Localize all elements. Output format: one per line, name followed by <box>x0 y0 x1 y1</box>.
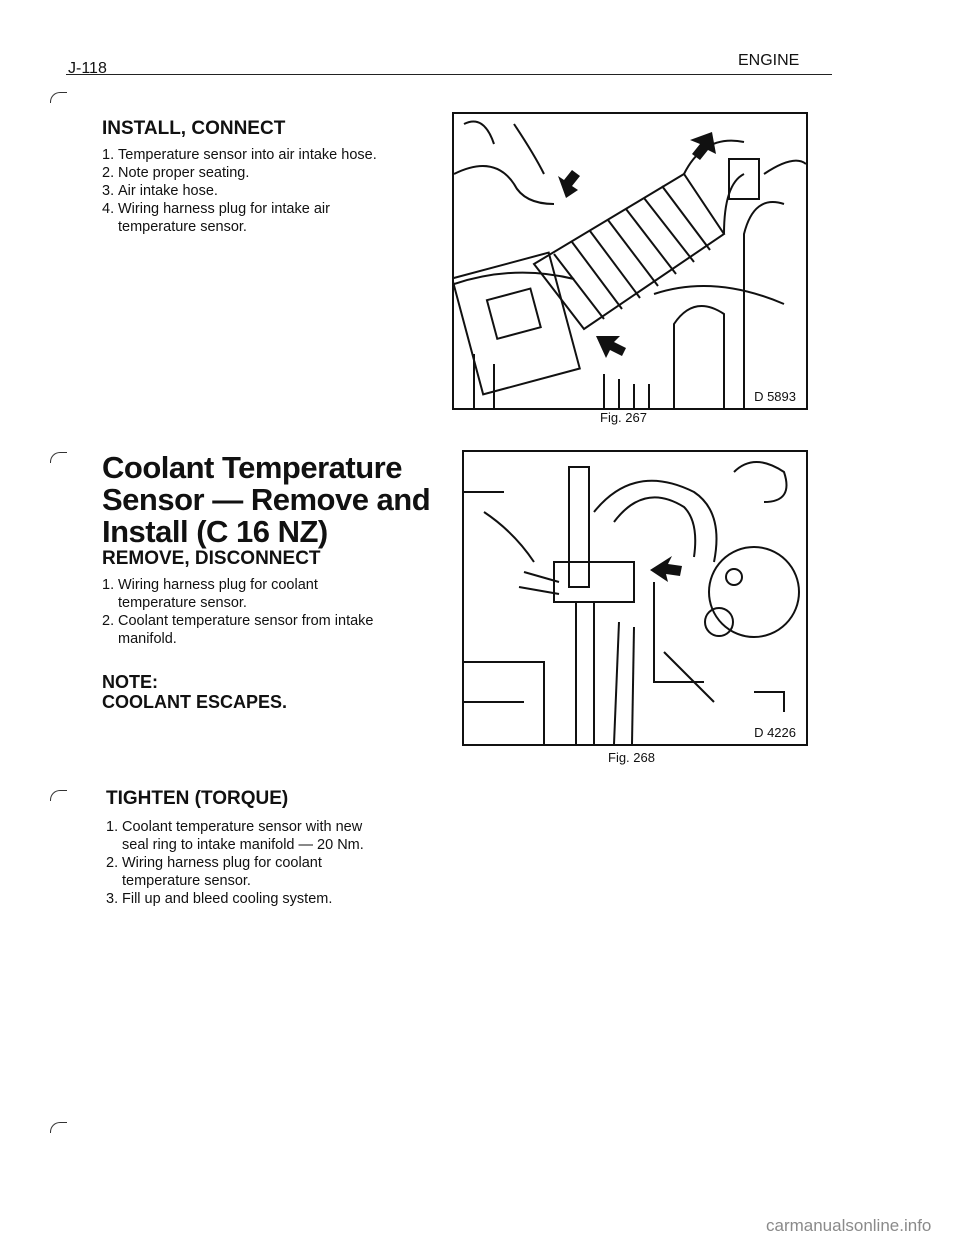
remove-disconnect-heading: REMOVE, DISCONNECT <box>102 548 321 569</box>
footer-watermark[interactable]: carmanualsonline.info <box>766 1216 932 1235</box>
tighten-heading: TIGHTEN (TORQUE) <box>106 788 289 809</box>
corner-mark <box>50 92 67 103</box>
remove-disconnect-steps <box>102 576 432 648</box>
list-item: 4. Wiring harness plug for intake air temperature sensor. <box>102 201 330 235</box>
figure-code: D 5893 <box>754 389 796 404</box>
corner-mark <box>50 1122 67 1133</box>
list-item: 1. Coolant temperature sensor with new seal ring to intake manifold — 20 Nm. <box>106 819 364 853</box>
tighten-steps <box>106 818 446 908</box>
list-item: 2. Wiring harness plug for coolant temperature sensor. <box>106 855 322 889</box>
figure-268-illustration <box>462 450 808 746</box>
list-item: 1. Temperature sensor into air intake hose. <box>102 147 377 163</box>
figure-code: D 4226 <box>754 725 796 740</box>
corner-mark <box>50 790 67 801</box>
list-item: 1. Wiring harness plug for coolant temperature sensor. <box>102 577 318 611</box>
list-item: 2. Note proper seating. <box>102 165 250 181</box>
figure-caption: Fig. 267 <box>600 410 647 425</box>
note-text: COOLANT ESCAPES. <box>102 692 288 712</box>
list-item: 2. Coolant temperature sensor from intake manifold. <box>102 613 374 647</box>
running-head: ENGINE <box>738 52 800 69</box>
install-connect-heading: INSTALL, CONNECT <box>102 118 286 139</box>
list-item: 3. Fill up and bleed cooling system. <box>106 891 333 907</box>
list-item: 3. Air intake hose. <box>102 183 218 199</box>
coolant-section-title: Coolant Temperature Sensor — Remove and Install (C 16 NZ) <box>102 450 431 549</box>
header-rule <box>66 74 832 75</box>
figure-267-illustration <box>452 112 808 410</box>
corner-mark <box>50 452 67 463</box>
coolant-sensor-drawing <box>464 452 806 744</box>
note-label: NOTE: <box>102 672 158 692</box>
page-number: J-118 <box>68 60 107 77</box>
figure-caption: Fig. 268 <box>608 750 655 765</box>
install-connect-steps <box>102 146 432 236</box>
air-intake-hose-drawing <box>454 114 806 408</box>
note <box>102 672 287 712</box>
